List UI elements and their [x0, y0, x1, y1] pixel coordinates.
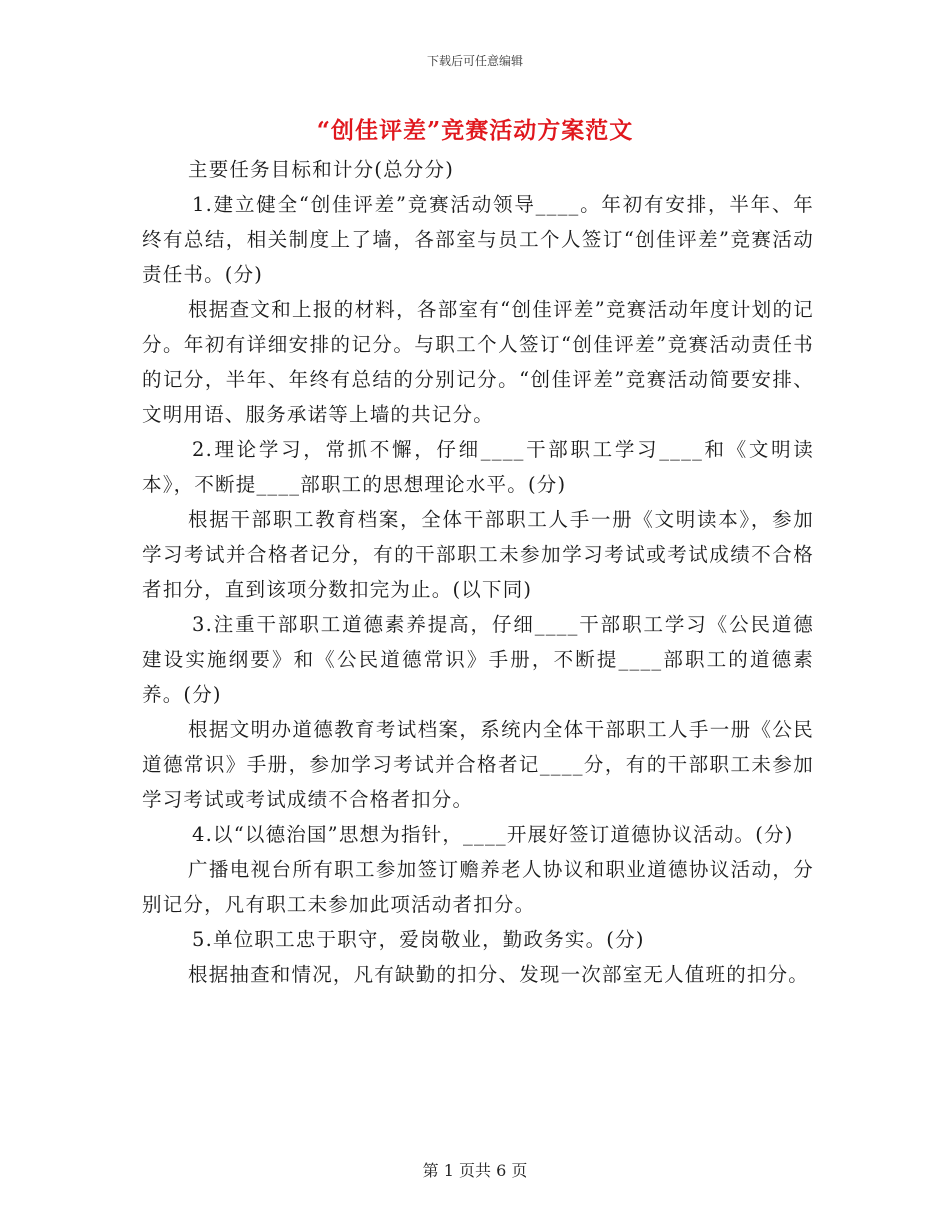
list-item-2: 2.理论学习，常抓不懈，仔细____干部职工学习____和《文明读本》，不断提____部职工的思想理论水平。(分)	[142, 438, 814, 496]
paragraph-intro: 主要任务目标和计分(总分分)	[188, 158, 455, 181]
document-body	[142, 152, 814, 992]
paragraph-detail-2: 根据干部职工教育档案，全体干部职工人手一册《文明读本》，参加学习考试并合格者记分，有的干部职工未参加学习考试或考试成绩不合格者扣分，直到该项分数扣完为止。(以下同)	[142, 508, 814, 601]
list-item-5: 5.单位职工忠于职守，爱岗敬业，勤政务实。(分)	[192, 928, 645, 951]
list-item-1: 1.建立健全“创佳评差”竞赛活动领导____。年初有安排，半年、年终有总结，相关制度上了墙，各部室与员工个人签订“创佳评差”竞赛活动责任书。(分)	[142, 193, 814, 286]
paragraph-detail-4: 广播电视台所有职工参加签订赡养老人协议和职业道德协议活动，分别记分，凡有职工未参加此项活动者扣分。	[142, 858, 814, 916]
paragraph-detail-1: 根据查文和上报的材料，各部室有“创佳评差”竞赛活动年度计划的记分。年初有详细安排的记分。与职工个人签订“创佳评差”竞赛活动责任书的记分，半年、年终有总结的分别记分。“创佳评差”竞赛活动简要安排、文明用语、服务承诺等上墙的共记分。	[142, 298, 814, 426]
list-item-3: 3.注重干部职工道德素养提高，仔细____干部职工学习《公民道德建设实施纲要》和《公民道德常识》手册，不断提____部职工的道德素养。(分)	[142, 613, 814, 706]
paragraph-detail-3: 根据文明办道德教育考试档案，系统内全体干部职工人手一册《公民道德常识》手册，参加学习考试并合格者记____分，有的干部职工未参加学习考试或考试成绩不合格者扣分。	[142, 718, 814, 811]
list-item-4: 4.以“以德治国”思想为指针，____开展好签订道德协议活动。(分)	[192, 823, 794, 846]
document-title: “创佳评差”竞赛活动方案范文	[316, 117, 634, 144]
page-number: 第 1 页共 6 页	[422, 1161, 528, 1180]
header-note: 下载后可任意编辑	[426, 54, 523, 68]
paragraph-detail-5: 根据抽查和情况，凡有缺勤的扣分、发现一次部室无人值班的扣分。	[188, 963, 810, 986]
